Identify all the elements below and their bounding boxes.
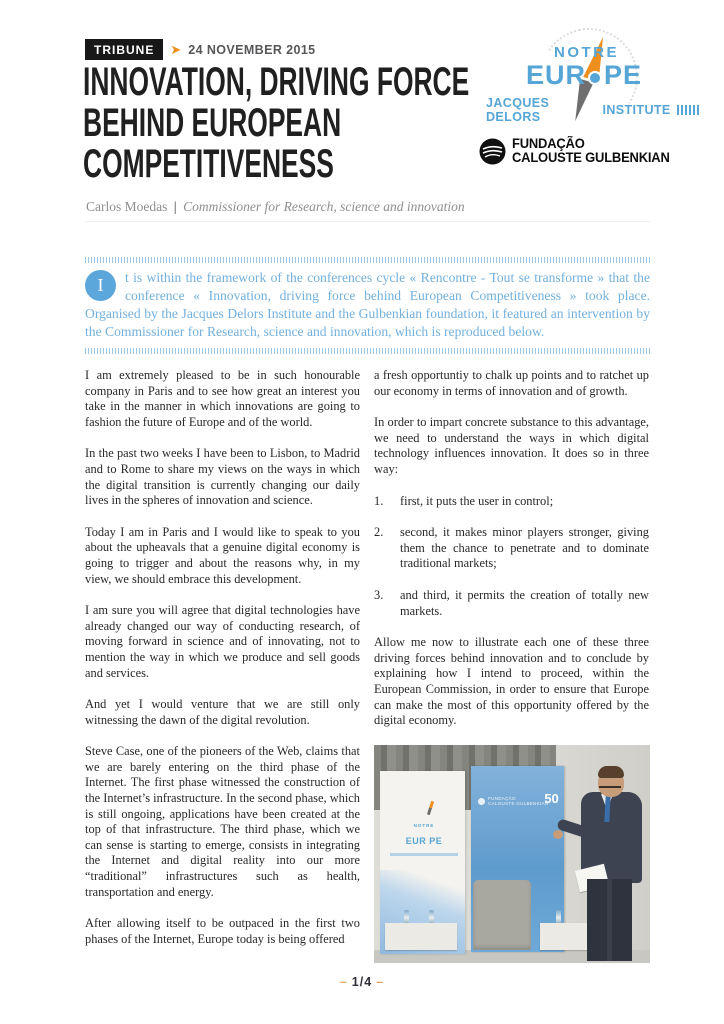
list-text: and third, it permits the creation of totally new markets. <box>400 587 649 618</box>
photo-bottle <box>429 910 434 923</box>
left-column <box>85 368 360 963</box>
gulbenkian-logo <box>479 137 676 165</box>
photo-banner-notre: NOTRE <box>413 823 435 829</box>
paragraph: In order to impart concrete substance to this advantage, we need to understand the ways in which digital technology influences innovation. It does so in three way: <box>374 415 649 476</box>
tribune-badge: TRIBUNE <box>85 39 163 60</box>
logo-institute: INSTITUTE <box>602 103 671 117</box>
intro-top-rule <box>85 257 650 263</box>
paragraph: After allowing itself to be outpaced in the first two phases of the Internet, Europe today is being offered <box>85 916 360 946</box>
header-divider <box>85 221 650 222</box>
photo-gulbenkian-emblem-icon <box>478 798 485 805</box>
list-item <box>374 525 649 572</box>
publication-date: 24 NOVEMBER 2015 <box>188 42 316 57</box>
photo-banner-needle-icon <box>427 801 434 815</box>
speaker-legs <box>587 879 631 960</box>
notre-europe-logo <box>486 38 701 130</box>
logo-word-europe <box>526 60 642 91</box>
list-item <box>374 588 649 619</box>
logo-tick-marks-icon <box>677 105 701 115</box>
list-number: 2. <box>374 525 384 540</box>
photo-chair <box>473 880 531 950</box>
paragraph: Steve Case, one of the pioneers of the Web, claims that we are barely entering on the third phase of the Internet. The first phase witnessed the construction of the Internet’s infrastructure. In the second phase, which is still ongoing, applications have been created at the top of that infrastructure. The third phase, which we can sense is starting to emerge, consists in integrating the Internet and digital reality into our more “traditional” infrastructures such as health, transportation and energy. <box>85 744 360 899</box>
author-name: Carlos Moedas <box>86 199 168 214</box>
paragraph: I am extremely pleased to be in such honourable company in Paris and to see how great an interest you take in the manner in which innovations are going to fashion the future of Europe and of the world. <box>85 368 360 429</box>
logo-jacques-delors: JACQUES DELORS <box>486 96 550 124</box>
author-line <box>86 199 465 215</box>
author-role: Commissioner for Research, science and innovation <box>183 199 465 214</box>
gulbenkian-line-1: FUNDAÇÃO <box>512 136 585 151</box>
gulbenkian-text <box>512 137 670 165</box>
paragraph: In the past two weeks I have been to Lisbon, to Madrid and to Rome to share my views on the ways in which the digital transition is currently changing our daily lives in the spheres of innovation and science. <box>85 446 360 508</box>
dropcap: I <box>85 270 116 301</box>
photo-50-anniversary: 50 <box>544 790 559 806</box>
intro-text: t is within the framework of the conferences cycle « Rencontre - Tout se transforme » that the conference « Innovation, driving force behind European Competitiveness » took place. Organised by the Jacques Delors Institute and the Gulbenkian foundation, it featured an intervention by the Commissioner for Research, science and innovation, which is reproduced below. <box>85 270 650 339</box>
photo-speaker <box>562 764 648 962</box>
speaker-glasses <box>599 786 621 790</box>
speaker-hair <box>598 766 624 778</box>
conference-photo <box>374 745 650 963</box>
title-line-1: INNOVATION, DRIVING FORCE <box>83 60 470 104</box>
paragraph: I am sure you will agree that digital technologies have already changed our way of conducting research, of moving forward in science and of innovating, not to mention the way in which we produce and sell goods and services. <box>85 603 360 680</box>
author-separator: | <box>173 199 177 214</box>
body-columns <box>85 368 649 963</box>
photo-banner-logo <box>390 818 458 855</box>
list-item <box>374 494 649 510</box>
numbered-list <box>374 494 649 620</box>
photo-banner-europe: EUR PE <box>405 836 443 847</box>
logo-word-europe-right: PE <box>604 60 643 90</box>
intro-paragraph <box>85 269 650 341</box>
header-meta <box>85 39 316 60</box>
paragraph: Allow me now to illustrate each one of these three driving forces behind innovation and to conclude by explaining how I intend to proceed, within the European Commission, in order to ensure that Europe can make the most of this opportunity offered by the digital economy. <box>374 635 649 728</box>
title-line-2: BEHIND EUROPEAN <box>83 101 342 145</box>
footer-page-value: 1/4 <box>351 975 373 989</box>
speaker-hand <box>553 830 563 839</box>
title-line-3: COMPETITIVENESS <box>83 142 334 186</box>
gulbenkian-emblem-icon <box>479 138 506 165</box>
photo-gulbenkian-line2: CALOUSTE GULBENKIAN <box>488 801 549 807</box>
photo-table-left <box>385 923 457 949</box>
compass-pivot-icon <box>588 71 602 85</box>
photo-bottle <box>404 910 409 923</box>
list-number: 1. <box>374 493 384 508</box>
paragraph: Today I am in Paris and I would like to speak to you about the upheavals that a genuine digital economy is going to trigger and about the reasons why, in my view, we should embrace this development. <box>85 524 360 586</box>
arrow-icon: ➤ <box>170 42 182 57</box>
photo-banner-tagline <box>390 853 458 856</box>
photo-gulbenkian-line1: FUNDAÇÃO <box>488 796 516 802</box>
photo-bottle <box>556 910 561 923</box>
intro-bottom-rule <box>85 348 650 354</box>
right-column <box>374 368 649 963</box>
page-number <box>0 975 724 989</box>
paragraph: And yet I would venture that we are still only witnessing the dawn of the digital revolution. <box>85 697 360 727</box>
footer-dash-left: – <box>339 975 348 989</box>
logo-institute-line <box>486 96 701 124</box>
photo-gulbenkian-text <box>488 796 548 806</box>
footer-dash-right: – <box>376 975 385 989</box>
list-text: second, it makes minor players stronger, giving them the chance to penetrate and to dominate traditional markets; <box>400 525 649 571</box>
logo-word-notre: NOTRE <box>554 44 619 61</box>
gulbenkian-line-2: CALOUSTE GULBENKIAN <box>512 150 670 165</box>
logo-word-europe-left: EUR <box>526 60 587 90</box>
list-number: 3. <box>374 587 384 602</box>
paragraph: a fresh opportuntiy to chalk up points and to ratchet up our economy in terms of innovation and of growth. <box>374 368 649 398</box>
list-text: first, it puts the user in control; <box>400 493 554 508</box>
